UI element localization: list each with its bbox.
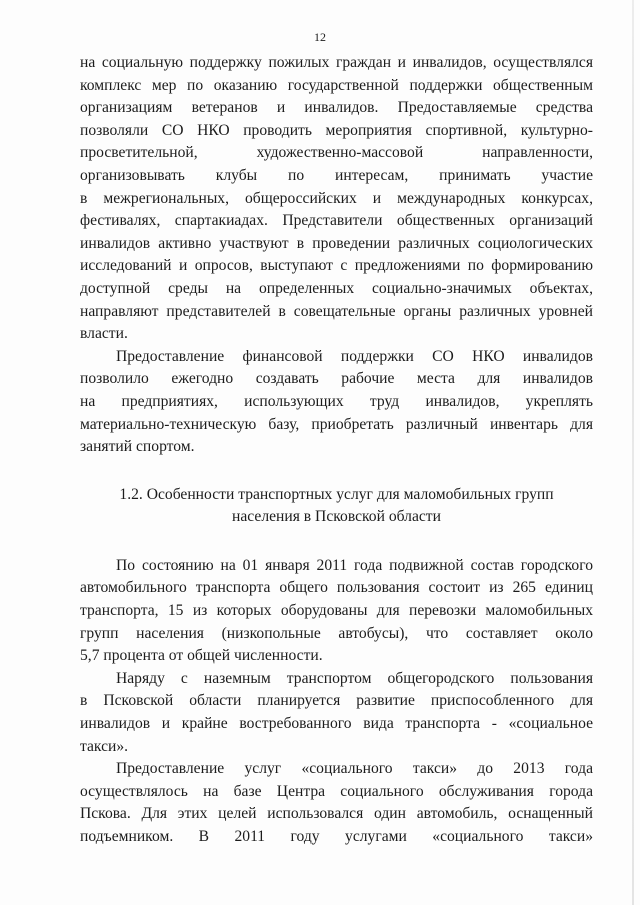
text-line: организовывать клубы по интересам, принимать участие <box>80 166 593 184</box>
text-line: такси». <box>80 737 129 755</box>
text-line: на социальную поддержку пожилых граждан и инвалидов, осуществлялся <box>80 54 593 71</box>
section-heading-line: 1.2. Особенности транспортных услуг для маломобильных групп <box>119 485 554 503</box>
text-line: Пскова. Для этих целей использовался один автомобиль, оснащенный <box>80 805 593 823</box>
text-line: материально-техническую базу, приобретать различный инвентарь для <box>80 415 593 433</box>
text-line: занятий спортом. <box>80 438 195 456</box>
spacer <box>80 459 593 484</box>
text-line: групп населения (низкопольные автобусы), что составляет около <box>80 624 593 642</box>
text-line: доступной среды на определенных социально-значимых объектах, <box>80 279 593 297</box>
text-line: 5,7 процента от общей численности. <box>80 647 323 665</box>
page-number: 12 <box>314 30 326 44</box>
text-line: на предприятиях, использующих труд инвалидов, укреплять <box>80 392 593 410</box>
text-line: транспорта, 15 из которых оборудованы для перевозки маломобильных <box>80 602 593 620</box>
document-body <box>80 52 593 849</box>
paragraph-financial-support <box>80 346 593 459</box>
text-line: фестивалях, спартакиадах. Представители общественных организаций <box>80 212 593 230</box>
text-line: По состоянию на 01 января 2011 года подвижной состав городского <box>116 556 593 574</box>
text-line: Наряду с наземным транспортом общегородского пользования <box>116 669 593 687</box>
text-line: позволило ежегодно создавать рабочие места для инвалидов <box>80 370 593 388</box>
text-line: Предоставление финансовой поддержки СО НКО инвалидов <box>116 347 593 365</box>
text-line: исследований и опросов, выступают с предложениями по формированию <box>80 257 593 275</box>
text-line: инвалидов активно участвуют в проведении различных социологических <box>80 234 593 252</box>
text-line: подъемником. В 2011 году услугами «социального такси» <box>80 828 593 845</box>
text-line: просветительной, художественно-массовой направленности, <box>80 144 593 162</box>
section-heading <box>80 484 593 529</box>
scan-edge-shadow <box>632 0 634 905</box>
paragraph-social-taxi-plan <box>80 668 593 758</box>
text-line: автомобильного транспорта общего пользования состоит из 265 единиц <box>80 579 593 597</box>
text-line: в межрегиональных, общероссийских и международных конкурсах, <box>80 189 593 207</box>
paragraph-rolling-stock <box>80 555 593 668</box>
spacer <box>80 529 593 555</box>
text-line: осуществлялось на базе Центра социального обслуживания города <box>80 782 593 800</box>
paragraph-social-taxi-service <box>80 758 593 848</box>
text-line: в Псковской области планируется развитие приспособленного для <box>80 692 593 710</box>
text-line: инвалидов и крайне востребованного вида транспорта - «социальное <box>80 715 593 733</box>
section-heading-line: населения в Псковской области <box>232 508 441 526</box>
paragraph-support-measures <box>80 52 593 346</box>
text-line: организациям ветеранов и инвалидов. Предоставляемые средства <box>80 99 593 117</box>
text-line: власти. <box>80 325 128 343</box>
text-line: комплекс мер по оказанию государственной поддержки общественным <box>80 76 593 94</box>
text-line: Предоставление услуг «социального такси» до 2013 года <box>116 760 593 778</box>
text-line: направляют представителей в совещательные органы различных уровней <box>80 302 593 320</box>
text-line: позволяли СО НКО проводить мероприятия спортивной, культурно- <box>80 121 593 139</box>
